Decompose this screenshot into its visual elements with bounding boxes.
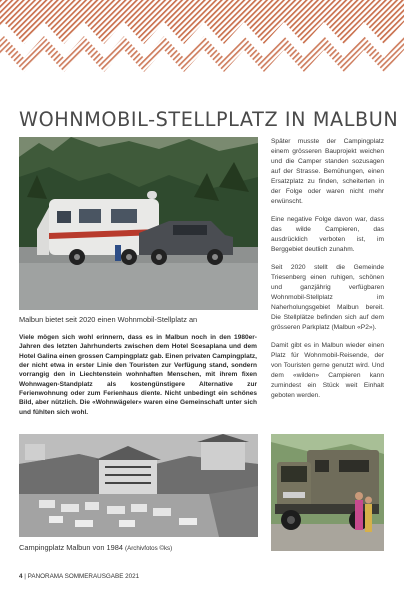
right-column — [271, 137, 384, 409]
publication-name: PANORAMA SOMMERAUSGABE 2021 — [27, 573, 140, 580]
right-paragraph: Seit 2020 stellt die Gemeinde Triesenberg einen ruhigen, schönen und ganzjährig verfügbaren Wohnmobil-Stellplatz im Naherholungsgebiet Malbun bereit. Die Stellplätze befinden sich auf dem grösseren Parkplatz (Malbun «P2»). — [271, 264, 384, 331]
caption-historic — [19, 543, 172, 552]
caption-main: Malbun bietet seit 2020 einen Wohnmobil-Stellplatz an — [19, 315, 198, 324]
expedition-truck-photo — [271, 434, 384, 551]
footer-separator: | — [24, 573, 26, 580]
lead-paragraph: Viele mögen sich wohl erinnern, dass es in Malbun noch in den 1980er-Jahren des letzten Jahrhunderts zwischen dem Hotel Scesaplana und dem Hotel Galina einen grossen Campingplatz gab. Einen privaten Campingplatz, der nicht etwa in erster Linie den Touristen zur Verfügung stand, sondern vorrangig den in Liechtenstein wohnhaften Menschen, mit ihrem fixen Wohnwagen-Standplatz als kostengünstigere Alternative zur Ferienwohnung oder zum Ferienhaus diente. Nicht unbedingt ein schönes Bild, aber nützlich. Die «Wohnwägeler» waren eine Gemeinschaft unter sich und fühlten sich wohl. — [19, 334, 257, 416]
zigzag-band — [0, 0, 404, 44]
right-paragraph: Eine negative Folge davon war, dass das wilde Campieren, das ausdrücklich verboten ist, im Berggebiet deutlich zunahm. — [271, 216, 384, 253]
header-zigzag-decoration — [0, 0, 404, 80]
caption-historic-text: Campingplatz Malbun von 1984 — [19, 543, 123, 552]
page-footer — [19, 573, 139, 580]
caption-historic-credit: (Archivfotos ©ks) — [125, 545, 173, 552]
page-title: WOHNMOBIL-STELLPLATZ IN MALBUN — [19, 107, 399, 131]
right-paragraph: Damit gibt es in Malbun wieder einen Platz für Wohnmobil-Reisende, der von Touristen gerne genutzt wird. Und dem «wilden» Campieren kann zumindest ein Stück weit Einhalt geboten werden. — [271, 342, 384, 399]
motorhome-photo — [19, 137, 258, 310]
right-paragraph: Später musste der Campingplatz einem grösseren Bauprojekt weichen und die Camper standen sozusagen auf der Strasse. Bemühungen, einen Ersatzplatz zu finden, scheiterten in der Folge oder waren nicht mehr erwünscht. — [271, 138, 384, 205]
historic-campsite-photo — [19, 434, 258, 537]
page-number: 4 — [19, 573, 23, 580]
